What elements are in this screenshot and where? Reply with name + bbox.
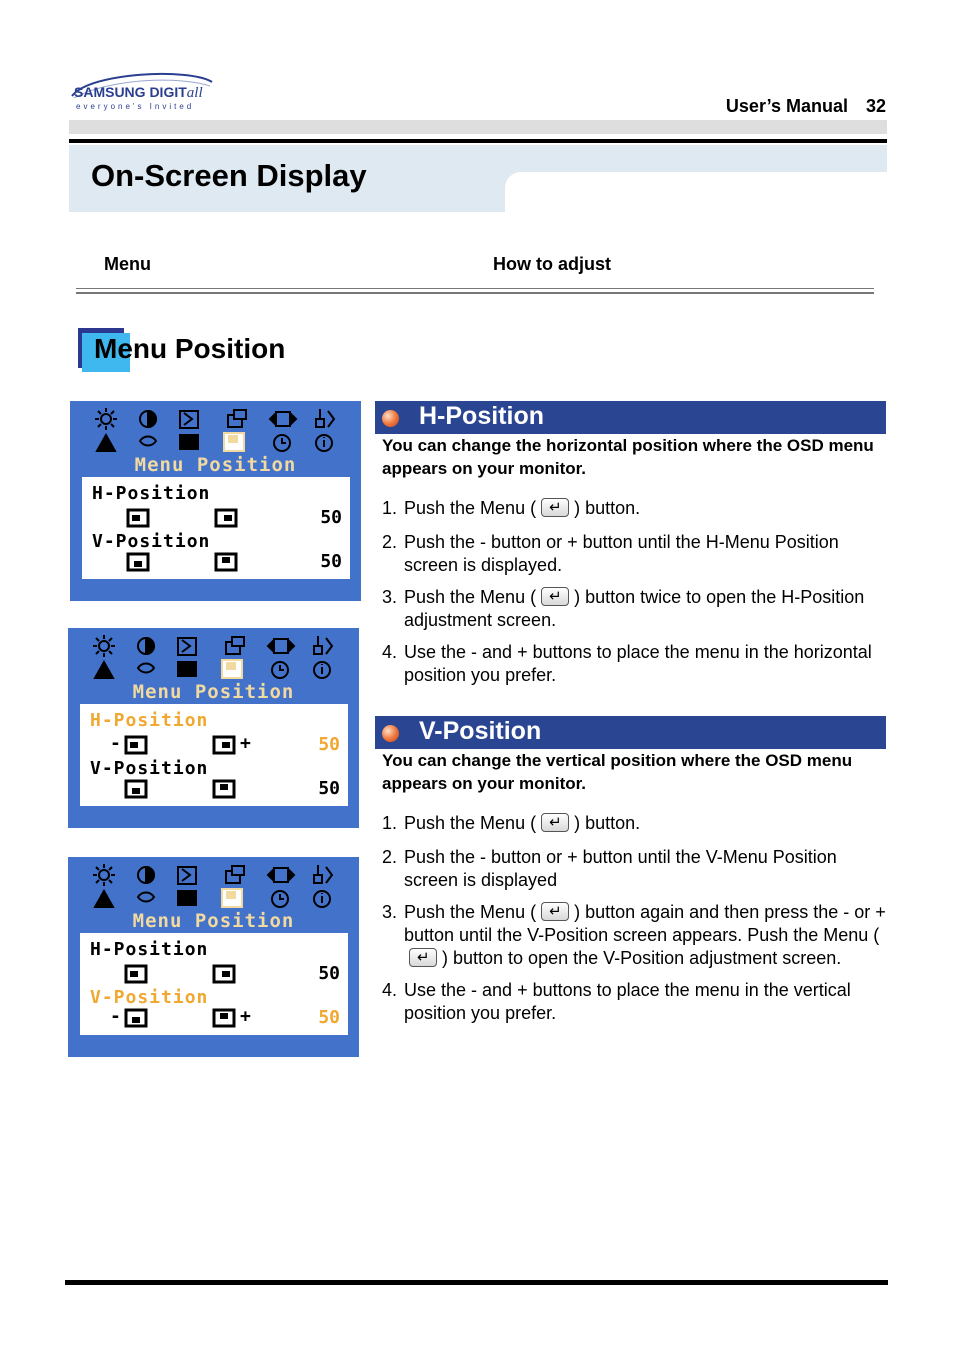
osd-h-right-icon xyxy=(212,734,236,755)
manual-label: User’s Manual xyxy=(725,96,848,116)
osd-v-down-icon xyxy=(124,778,148,799)
h-position-heading-bar xyxy=(375,401,886,434)
osd-h-position-label-selected: H-Position xyxy=(90,710,209,731)
osd-minus-sign: - xyxy=(110,733,121,754)
osd-v-value: 50 xyxy=(320,551,342,572)
osd-h-left-icon xyxy=(124,734,148,755)
column-rule-top xyxy=(76,288,874,289)
osd-h-left-icon xyxy=(124,963,148,984)
osd-h-right-icon xyxy=(214,507,238,528)
v-position-intro: You can change the vertical position where the OSD menu appears on your monitor. xyxy=(382,751,853,793)
list-item: 4. Use the - and + buttons to place the menu in the horizontal position you prefer. xyxy=(382,642,872,685)
title-box-tab xyxy=(505,145,887,172)
page-title: On-Screen Display xyxy=(91,158,367,193)
v-position-heading: V-Position xyxy=(419,717,542,745)
osd-v-position-label-selected: V-Position xyxy=(90,987,209,1008)
menu-button-icon xyxy=(541,902,569,921)
menu-button-icon xyxy=(541,813,569,832)
osd-v-position-label: V-Position xyxy=(92,531,211,552)
section-title: Menu Position xyxy=(94,333,286,364)
list-item: 1. Push the Menu (↵ ) button. xyxy=(382,812,887,835)
osd-v-value-selected: 50 xyxy=(318,1007,340,1028)
osd-h-right-icon xyxy=(212,963,236,984)
h-position-steps xyxy=(382,497,887,687)
osd-h-value: 50 xyxy=(318,963,340,984)
list-item: 2. Push the - button or + button until the V-Menu Position screen is displayed xyxy=(382,847,837,890)
column-rule-bottom xyxy=(76,292,874,294)
osd-menu-title: Menu Position xyxy=(132,681,295,703)
logo-tagline: everyone's Invited xyxy=(76,102,195,111)
manual-header xyxy=(726,96,886,117)
osd-panel xyxy=(80,704,348,806)
page-number: 32 xyxy=(865,96,886,116)
osd-panel xyxy=(80,933,348,1035)
osd-h-value-selected: 50 xyxy=(318,734,340,755)
menu-button-icon xyxy=(541,498,569,517)
osd-h-value: 50 xyxy=(320,507,342,528)
osd-icon-grid xyxy=(86,632,346,680)
menu-button-icon xyxy=(541,587,569,606)
osd-v-down-icon xyxy=(124,1007,148,1028)
osd-menu-title: Menu Position xyxy=(132,910,295,932)
osd-plus-sign: + xyxy=(240,733,251,754)
footer-rule xyxy=(65,1280,888,1285)
list-item: 1. Push the Menu (↵ ) button. xyxy=(382,497,887,520)
osd-screen-v-position xyxy=(68,857,359,1057)
menu-button-icon xyxy=(409,948,437,967)
osd-icon-grid xyxy=(88,405,348,453)
osd-minus-sign: - xyxy=(110,1006,121,1027)
header-gray-bar xyxy=(69,120,887,134)
header-rule xyxy=(69,139,887,143)
list-item: 3. Push the Menu (↵ ) button again and then press the - or + button until the V-Position screen appears. Push the Menu (↵) button to open the V-Position adjustment screen. xyxy=(382,901,887,970)
osd-panel xyxy=(82,477,350,579)
column-header-how: How to adjust xyxy=(493,254,611,274)
list-item: 3. Push the Menu (↵ ) button twice to open the H-Position adjustment screen. xyxy=(382,586,887,632)
osd-icon-grid xyxy=(86,861,346,909)
osd-v-up-icon xyxy=(212,1007,236,1028)
h-position-intro: You can change the horizontal position where the OSD menu appears on your monitor. xyxy=(382,436,874,478)
osd-v-down-icon xyxy=(126,551,150,572)
osd-screen-menu-position xyxy=(70,401,361,601)
bullet-icon xyxy=(382,410,399,427)
osd-v-value: 50 xyxy=(318,778,340,799)
column-header-menu: Menu xyxy=(104,254,151,274)
logo-brand: SAMSUNG DIGITall xyxy=(74,84,203,101)
osd-v-position-label: V-Position xyxy=(90,758,209,779)
osd-v-up-icon xyxy=(212,778,236,799)
bullet-icon xyxy=(382,725,399,742)
v-position-steps xyxy=(382,812,887,1025)
osd-h-left-icon xyxy=(126,507,150,528)
osd-menu-title: Menu Position xyxy=(134,454,297,476)
osd-plus-sign: + xyxy=(240,1006,251,1027)
osd-h-position-label: H-Position xyxy=(90,939,209,960)
v-position-heading-bar xyxy=(375,716,886,749)
osd-v-up-icon xyxy=(214,551,238,572)
title-box-corner-mask xyxy=(505,172,545,212)
samsung-logo xyxy=(70,70,214,114)
list-item: 2. Push the - button or + button until the H-Menu Position screen is displayed. xyxy=(382,532,839,575)
osd-h-position-label: H-Position xyxy=(92,483,211,504)
list-item: 4. Use the - and + buttons to place the menu in the vertical position you prefer. xyxy=(382,980,851,1023)
osd-screen-h-position xyxy=(68,628,359,828)
h-position-heading: H-Position xyxy=(419,402,544,430)
